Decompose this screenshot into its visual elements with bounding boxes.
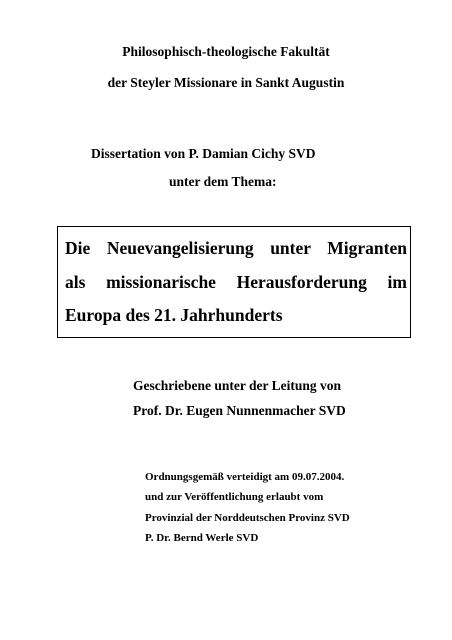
dissertation-subtitle: unter dem Thema:	[169, 174, 277, 189]
defense-line-3: Provinzial der Norddeutschen Provinz SVD	[145, 512, 350, 524]
supervision-line-2: Prof. Dr. Eugen Nunnenmacher SVD	[133, 403, 346, 418]
defense-line-1: Ordnungsgemäß verteidigt am 09.07.2004.	[145, 471, 345, 483]
supervision-line-1: Geschriebene unter der Leitung von	[133, 378, 341, 393]
title-line-1: Die Neuevangelisierung unter Migranten	[65, 238, 407, 258]
institution-line-2: der Steyler Missionare in Sankt Augustin	[107, 75, 345, 90]
institution-line-1: Philosophisch-theologische Fakultät	[122, 44, 330, 59]
dissertation-author: Dissertation von P. Damian Cichy SVD	[91, 146, 316, 161]
defense-line-4: P. Dr. Bernd Werle SVD	[145, 532, 259, 544]
title-line-3: Europa des 21. Jahrhunderts	[65, 305, 283, 325]
title-box	[57, 226, 411, 338]
title-line-2: als missionarische Herausforderung im	[65, 272, 407, 292]
defense-line-2: und zur Veröffentlichung erlaubt vom	[145, 491, 324, 503]
